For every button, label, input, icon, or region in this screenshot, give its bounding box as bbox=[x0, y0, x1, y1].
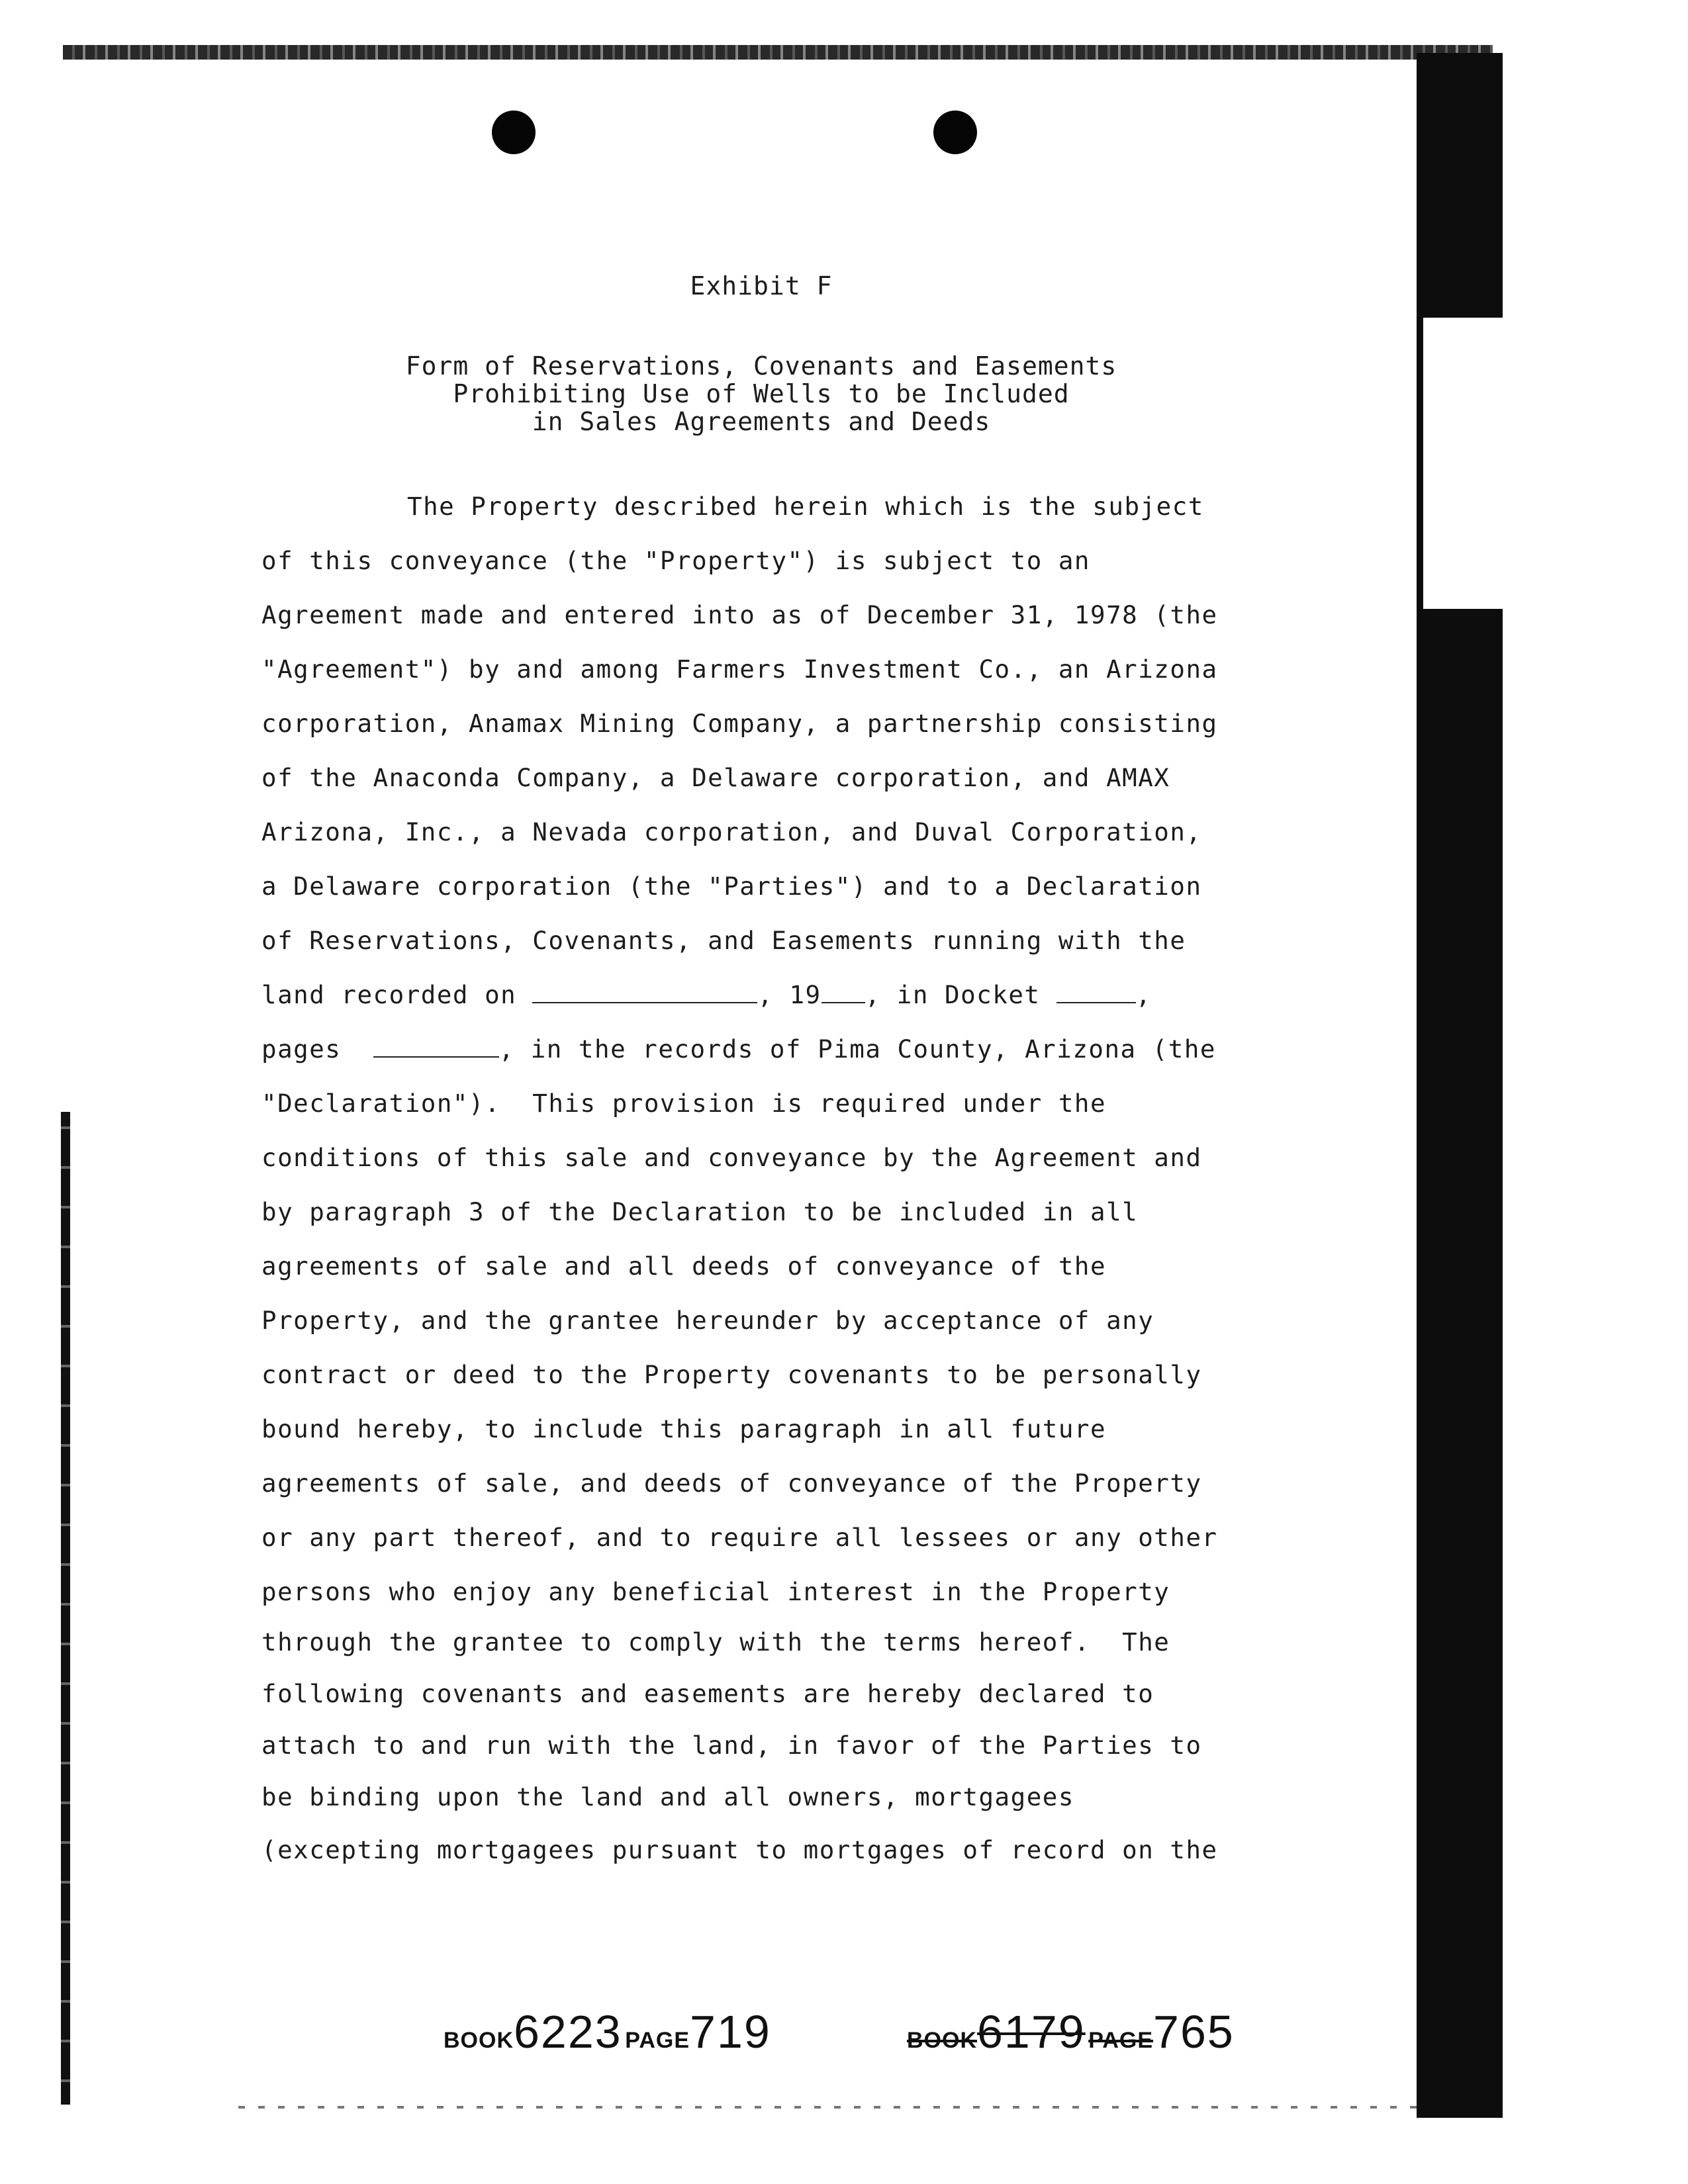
body-line: "Agreement") by and among Farmers Investment Co., an Arizona bbox=[261, 655, 1218, 684]
blank-docket bbox=[1056, 982, 1136, 1003]
scan-edge-top bbox=[63, 45, 1493, 60]
body-line: or any part thereof, and to require all lessees or any other bbox=[261, 1523, 1218, 1552]
body-text-segment: , in the records of Pima County, Arizona (the bbox=[498, 1034, 1217, 1064]
body-line: conditions of this sale and conveyance by the Agreement and bbox=[261, 1143, 1202, 1172]
body-line: contract or deed to the Property covenants to be personally bbox=[261, 1360, 1202, 1389]
body-text-segment: pages bbox=[261, 1034, 342, 1064]
body-line: agreements of sale and all deeds of conveyance of the bbox=[261, 1251, 1107, 1281]
book-number: 6223 bbox=[514, 2006, 622, 2058]
book-page-reference bbox=[444, 2005, 771, 2058]
body-text-segment: land recorded on bbox=[261, 980, 517, 1009]
body-line: bound hereby, to include this paragraph in all future bbox=[261, 1414, 1107, 1443]
document-heading bbox=[0, 352, 1523, 435]
body-line: of this conveyance (the "Property") is subject to an bbox=[261, 546, 1090, 575]
body-line: Arizona, Inc., a Nevada corporation, and Duval Corporation, bbox=[261, 817, 1202, 846]
page-number: 719 bbox=[690, 2006, 771, 2058]
body-line: Property, and the grantee hereunder by acceptance of any bbox=[261, 1306, 1154, 1335]
book-number: 6179 bbox=[977, 2006, 1086, 2058]
book-label: BOOK bbox=[444, 2028, 514, 2053]
blank-pages bbox=[373, 1036, 499, 1058]
body-line: The Property described herein which is the subject bbox=[407, 492, 1204, 521]
body-line: through the grantee to comply with the terms hereof. The bbox=[261, 1627, 1170, 1657]
body-line-pages bbox=[261, 1032, 1216, 1066]
body-text-segment: , in Docket bbox=[865, 980, 1041, 1009]
page-label: PAGE bbox=[1088, 2028, 1154, 2053]
punch-hole-left bbox=[492, 111, 536, 154]
body-line: agreements of sale, and deeds of conveyance of the Property bbox=[261, 1469, 1202, 1498]
blank-year bbox=[821, 982, 865, 1003]
body-line: by paragraph 3 of the Declaration to be included in all bbox=[261, 1197, 1139, 1226]
punch-hole-right bbox=[933, 111, 977, 154]
body-line: attach to and run with the land, in favor of the Parties to bbox=[261, 1731, 1202, 1760]
page-number: 765 bbox=[1153, 2006, 1235, 2058]
body-line: (excepting mortgagees pursuant to mortgages of record on the bbox=[261, 1835, 1218, 1864]
blank-date bbox=[532, 982, 757, 1003]
book-page-reference-superseded bbox=[907, 2005, 1235, 2058]
body-text-segment: , 19 bbox=[757, 980, 821, 1009]
body-line: "Declaration"). This provision is required under the bbox=[261, 1089, 1107, 1118]
body-line: persons who enjoy any beneficial interest in the Property bbox=[261, 1577, 1170, 1606]
body-line-recording bbox=[261, 978, 1152, 1011]
page-label: PAGE bbox=[625, 2028, 690, 2053]
exhibit-title: Exhibit F bbox=[690, 271, 833, 300]
body-line: of Reservations, Covenants, and Easements running with the bbox=[261, 926, 1186, 955]
heading-line: Prohibiting Use of Wells to be Included bbox=[453, 379, 1070, 408]
body-line: of the Anaconda Company, a Delaware corporation, and AMAX bbox=[261, 763, 1170, 792]
heading-line: Form of Reservations, Covenants and Easements bbox=[405, 351, 1117, 381]
book-label: BOOK bbox=[907, 2028, 977, 2053]
scan-edge-bottom bbox=[238, 2106, 1417, 2109]
body-line: a Delaware corporation (the "Parties") and to a Declaration bbox=[261, 872, 1202, 901]
scan-edge-left bbox=[61, 1112, 70, 2105]
body-line: Agreement made and entered into as of December 31, 1978 (the bbox=[261, 600, 1218, 629]
body-line: following covenants and easements are hereby declared to bbox=[261, 1679, 1154, 1708]
body-line: be binding upon the land and all owners, mortgagees bbox=[261, 1782, 1074, 1811]
body-text-segment: , bbox=[1135, 980, 1152, 1009]
heading-line: in Sales Agreements and Deeds bbox=[532, 407, 991, 436]
body-line: corporation, Anamax Mining Company, a partnership consisting bbox=[261, 709, 1218, 738]
